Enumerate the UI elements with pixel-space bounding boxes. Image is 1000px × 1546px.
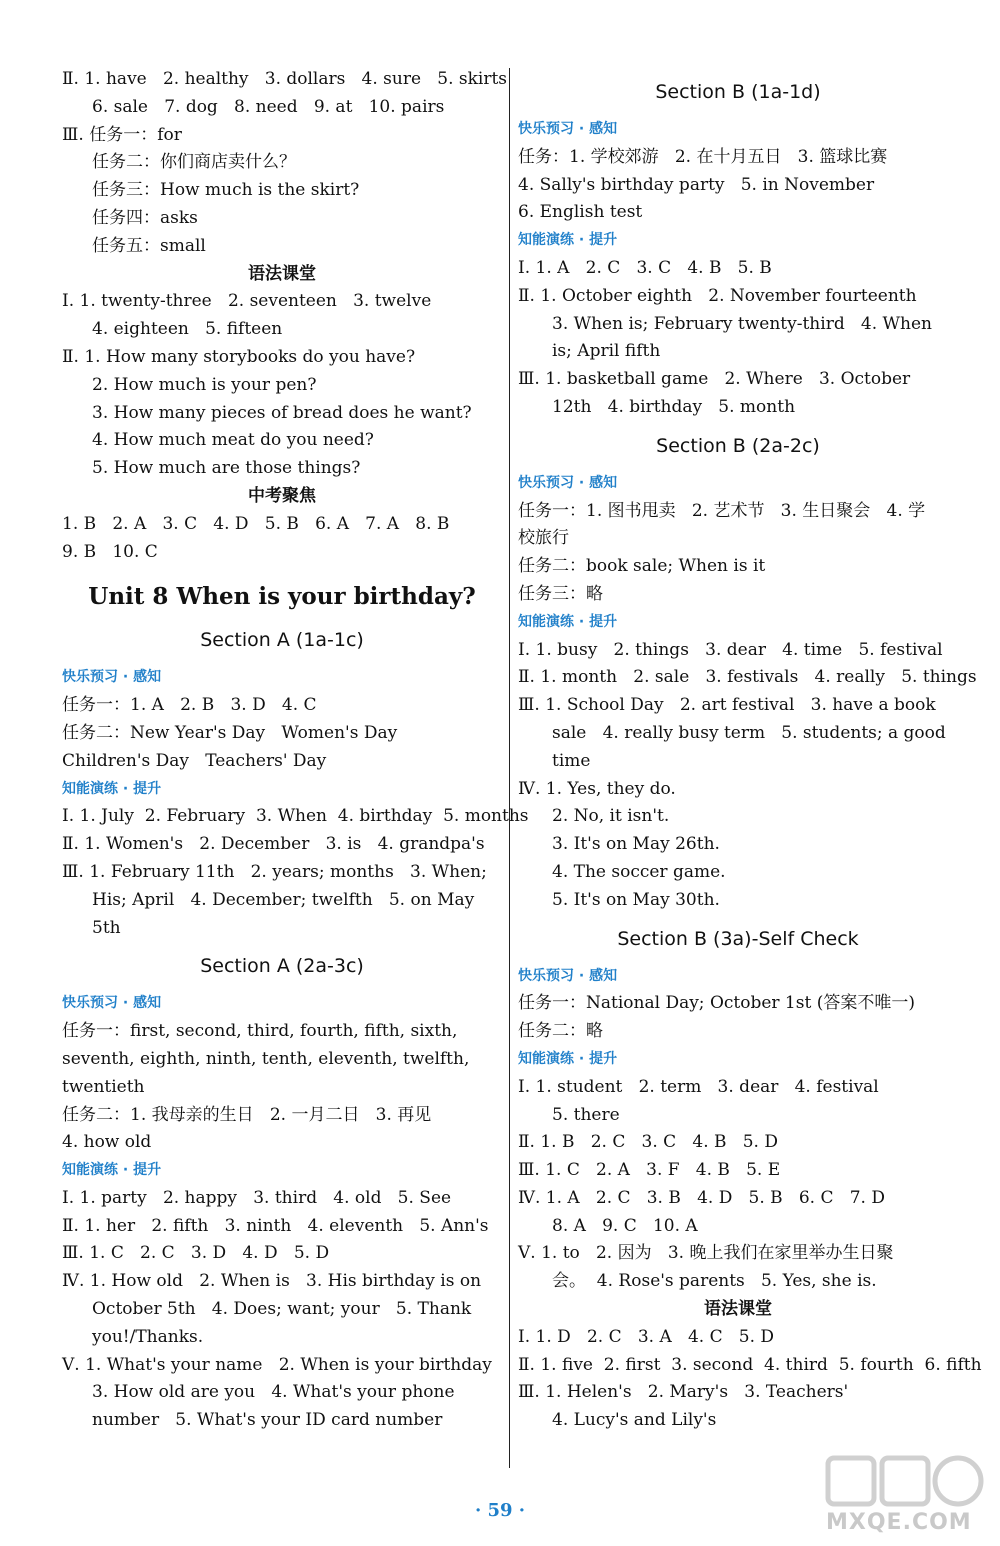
answer-line-indented: 5. It's on May 30th. xyxy=(552,889,720,910)
answer-line: Ⅲ. 1. School Day 2. art festival 3. have a book xyxy=(518,695,936,716)
answer-line: 任务一：National Day; October 1st (答案不唯一) xyxy=(518,993,915,1014)
answer-line: Ⅳ. 1. A 2. C 3. B 4. D 5. B 6. C 7. D xyxy=(518,1187,885,1208)
answer-line: 任务一：1. A 2. B 3. D 4. C xyxy=(62,695,317,716)
answer-line: Ⅱ. 1. Women's 2. December 3. is 4. grandpa's xyxy=(62,834,485,855)
section-heading: Section A (2a-3c) xyxy=(200,955,364,978)
answer-line: 校旅行 xyxy=(518,528,569,549)
answer-line: 任务一：first, second, third, fourth, fifth, sixth, xyxy=(62,1021,458,1042)
answer-line: Ⅱ. 1. five 2. first 3. second 4. third 5. fourth 6. fifth xyxy=(518,1354,982,1375)
answer-line: Ⅰ. 1. twenty-three 2. seventeen 3. twelve xyxy=(62,291,432,312)
practice-label: 快乐预习 · 感知 xyxy=(518,121,618,137)
column-divider xyxy=(509,68,510,1468)
answer-line: 4. how old xyxy=(62,1132,152,1153)
practice-label: 知能演练 · 提升 xyxy=(62,1162,162,1179)
answer-line: Children's Day Teachers' Day xyxy=(62,750,327,771)
answer-line-indented: 2. How much is your pen? xyxy=(92,374,317,395)
answer-line-indented: His; April 4. December; twelfth 5. on May xyxy=(92,889,475,910)
answer-line: Ⅲ. 1. February 11th 2. years; months 3. When; xyxy=(62,861,487,882)
answer-line: Ⅰ. 1. A 2. C 3. C 4. B 5. B xyxy=(518,257,772,278)
practice-label: 快乐预习 · 感知 xyxy=(62,995,162,1012)
practice-label: 知能演练 · 提升 xyxy=(518,232,618,249)
answer-line: Ⅳ. 1. How old 2. When is 3. His birthday is on xyxy=(62,1271,482,1292)
answer-line: Ⅱ. 1. How many storybooks do you have? xyxy=(62,346,416,367)
answer-line-indented: 3. How many pieces of bread does he want? xyxy=(92,402,472,423)
answer-line: Ⅲ. 1. basketball game 2. Where 3. October xyxy=(518,369,911,390)
answer-line: 6. English test xyxy=(518,202,643,223)
answer-line: Ⅱ. 1. month 2. sale 3. festivals 4. really 5. things xyxy=(518,667,977,688)
answer-line-indented: 3. How old are you 4. What's your phone xyxy=(92,1382,455,1403)
answer-line-indented: 会。 4. Rose's parents 5. Yes, she is. xyxy=(552,1271,877,1292)
answer-line: Ⅲ. 任务一：for xyxy=(62,124,182,145)
answer-line-indented: 5. How much are those things? xyxy=(92,458,361,479)
answer-line: Ⅱ. 1. have 2. healthy 3. dollars 4. sure 5. skirts xyxy=(62,69,508,89)
answer-line-indented: number 5. What's your ID card number xyxy=(92,1410,443,1431)
answer-line-indented: you!/Thanks. xyxy=(92,1326,204,1347)
answer-line: Ⅴ. 1. to 2. 因为 3. 晚上我们在家里举办生日聚 xyxy=(518,1243,894,1264)
answer-line: 任务：1. 学校郊游 2. 在十月五日 3. 篮球比赛 xyxy=(518,146,888,167)
answer-line: Ⅰ. 1. D 2. C 3. A 4. C 5. D xyxy=(518,1326,775,1347)
answer-line-indented: October 5th 4. Does; want; your 5. Thank xyxy=(92,1299,472,1320)
answer-line: 9. B 10. C xyxy=(62,541,158,562)
answer-line-indented: 3. When is; February twenty-third 4. When xyxy=(552,313,932,334)
answer-line-indented: 4. The soccer game. xyxy=(552,861,726,882)
subsection-heading: 中考聚焦 xyxy=(248,485,316,506)
answer-line-indented: 8. A 9. C 10. A xyxy=(552,1215,698,1236)
page-number: · 59 · xyxy=(474,1500,526,1521)
subsection-heading: 语法课堂 xyxy=(704,1299,772,1320)
section-heading: Section B (1a-1d) xyxy=(655,81,821,103)
answer-line: 任务二：1. 我母亲的生日 2. 一月二日 3. 再见 xyxy=(62,1104,432,1125)
answer-line: 任务三：略 xyxy=(518,583,603,604)
answer-line: Ⅴ. 1. What's your name 2. When is your birthday xyxy=(62,1354,492,1375)
answer-line-indented: sale 4. really busy term 5. students; a good xyxy=(552,722,946,743)
practice-label: 快乐预习 · 感知 xyxy=(518,967,618,984)
answer-line: 4. Sally's birthday party 5. in November xyxy=(518,174,875,195)
answer-line: Ⅰ. 1. busy 2. things 3. dear 4. time 5. festival xyxy=(518,639,943,660)
answer-line: Ⅰ. 1. party 2. happy 3. third 4. old 5. See xyxy=(62,1187,452,1208)
answer-line: Ⅲ. 1. C 2. C 3. D 4. D 5. D xyxy=(62,1243,330,1264)
answer-line-indented: 4. eighteen 5. fifteen xyxy=(92,319,283,340)
answer-line: Ⅱ. 1. B 2. C 3. C 4. B 5. D xyxy=(518,1132,778,1153)
answer-line-indented: 2. No, it isn't. xyxy=(552,806,670,827)
watermark-text: MXQE.COM xyxy=(826,1510,972,1535)
right-column xyxy=(518,66,982,1435)
answer-line-indented: 12th 4. birthday 5. month xyxy=(552,396,796,417)
answer-line: Ⅲ. 1. C 2. A 3. F 4. B 5. E xyxy=(518,1160,781,1181)
section-heading: Section B (3a)-Self Check xyxy=(617,927,859,950)
answer-line: seventh, eighth, ninth, tenth, eleventh, twelfth, xyxy=(62,1048,470,1069)
practice-label: 知能演练 · 提升 xyxy=(518,1050,618,1067)
answer-line: 任务一：1. 图书甩卖 2. 艺术节 3. 生日聚会 4. 学 xyxy=(518,500,926,521)
answer-line: Ⅳ. 1. Yes, they do. xyxy=(518,778,676,799)
answer-line-indented: 任务五：small xyxy=(92,235,206,256)
practice-label: 快乐预习 · 感知 xyxy=(518,474,618,491)
answer-line: Ⅰ. 1. student 2. term 3. dear 4. festival xyxy=(518,1076,879,1097)
answer-line: 任务二：book sale; When is it xyxy=(518,556,766,577)
practice-label: 知能演练 · 提升 xyxy=(518,613,618,630)
practice-label: 快乐预习 · 感知 xyxy=(62,669,162,686)
left-column xyxy=(62,66,529,1435)
answer-line: 任务二：New Year's Day Women's Day xyxy=(62,722,398,743)
answer-line: twentieth xyxy=(62,1076,145,1097)
section-heading: Section A (1a-1c) xyxy=(200,629,364,652)
answer-line-indented: 4. Lucy's and Lily's xyxy=(552,1410,717,1431)
answer-line-indented: 5th xyxy=(92,917,121,938)
answer-line: 任务二：略 xyxy=(518,1021,603,1042)
answer-line: Ⅱ. 1. October eighth 2. November fourteenth xyxy=(518,285,917,306)
answer-line-indented: 任务二：你们商店卖什么？ xyxy=(92,152,296,173)
section-heading: Section B (2a-2c) xyxy=(656,434,820,457)
answer-line-indented: 3. It's on May 26th. xyxy=(552,834,720,855)
answer-line: Ⅰ. 1. July 2. February 3. When 4. birthday 5. months xyxy=(62,806,529,827)
answer-line-indented: 任务三：How much is the skirt? xyxy=(92,180,360,201)
answer-line-indented: 6. sale 7. dog 8. need 9. at 10. pairs xyxy=(92,96,445,117)
answer-line: Ⅲ. 1. Helen's 2. Mary's 3. Teachers' xyxy=(518,1382,849,1403)
answer-line-indented: time xyxy=(552,750,591,771)
answer-line-indented: 任务四：asks xyxy=(92,207,198,228)
answer-line: Ⅱ. 1. her 2. fifth 3. ninth 4. eleventh 5. Ann's xyxy=(62,1215,489,1236)
practice-label: 知能演练 · 提升 xyxy=(62,780,162,797)
answer-line-indented: is; April fifth xyxy=(552,341,661,362)
answer-line-indented: 5. there xyxy=(552,1104,620,1125)
unit-title: Unit 8 When is your birthday? xyxy=(88,583,476,611)
subsection-heading: 语法课堂 xyxy=(248,263,316,284)
answer-line-indented: 4. How much meat do you need? xyxy=(92,430,374,451)
answer-line: 1. B 2. A 3. C 4. D 5. B 6. A 7. A 8. B xyxy=(62,513,450,534)
